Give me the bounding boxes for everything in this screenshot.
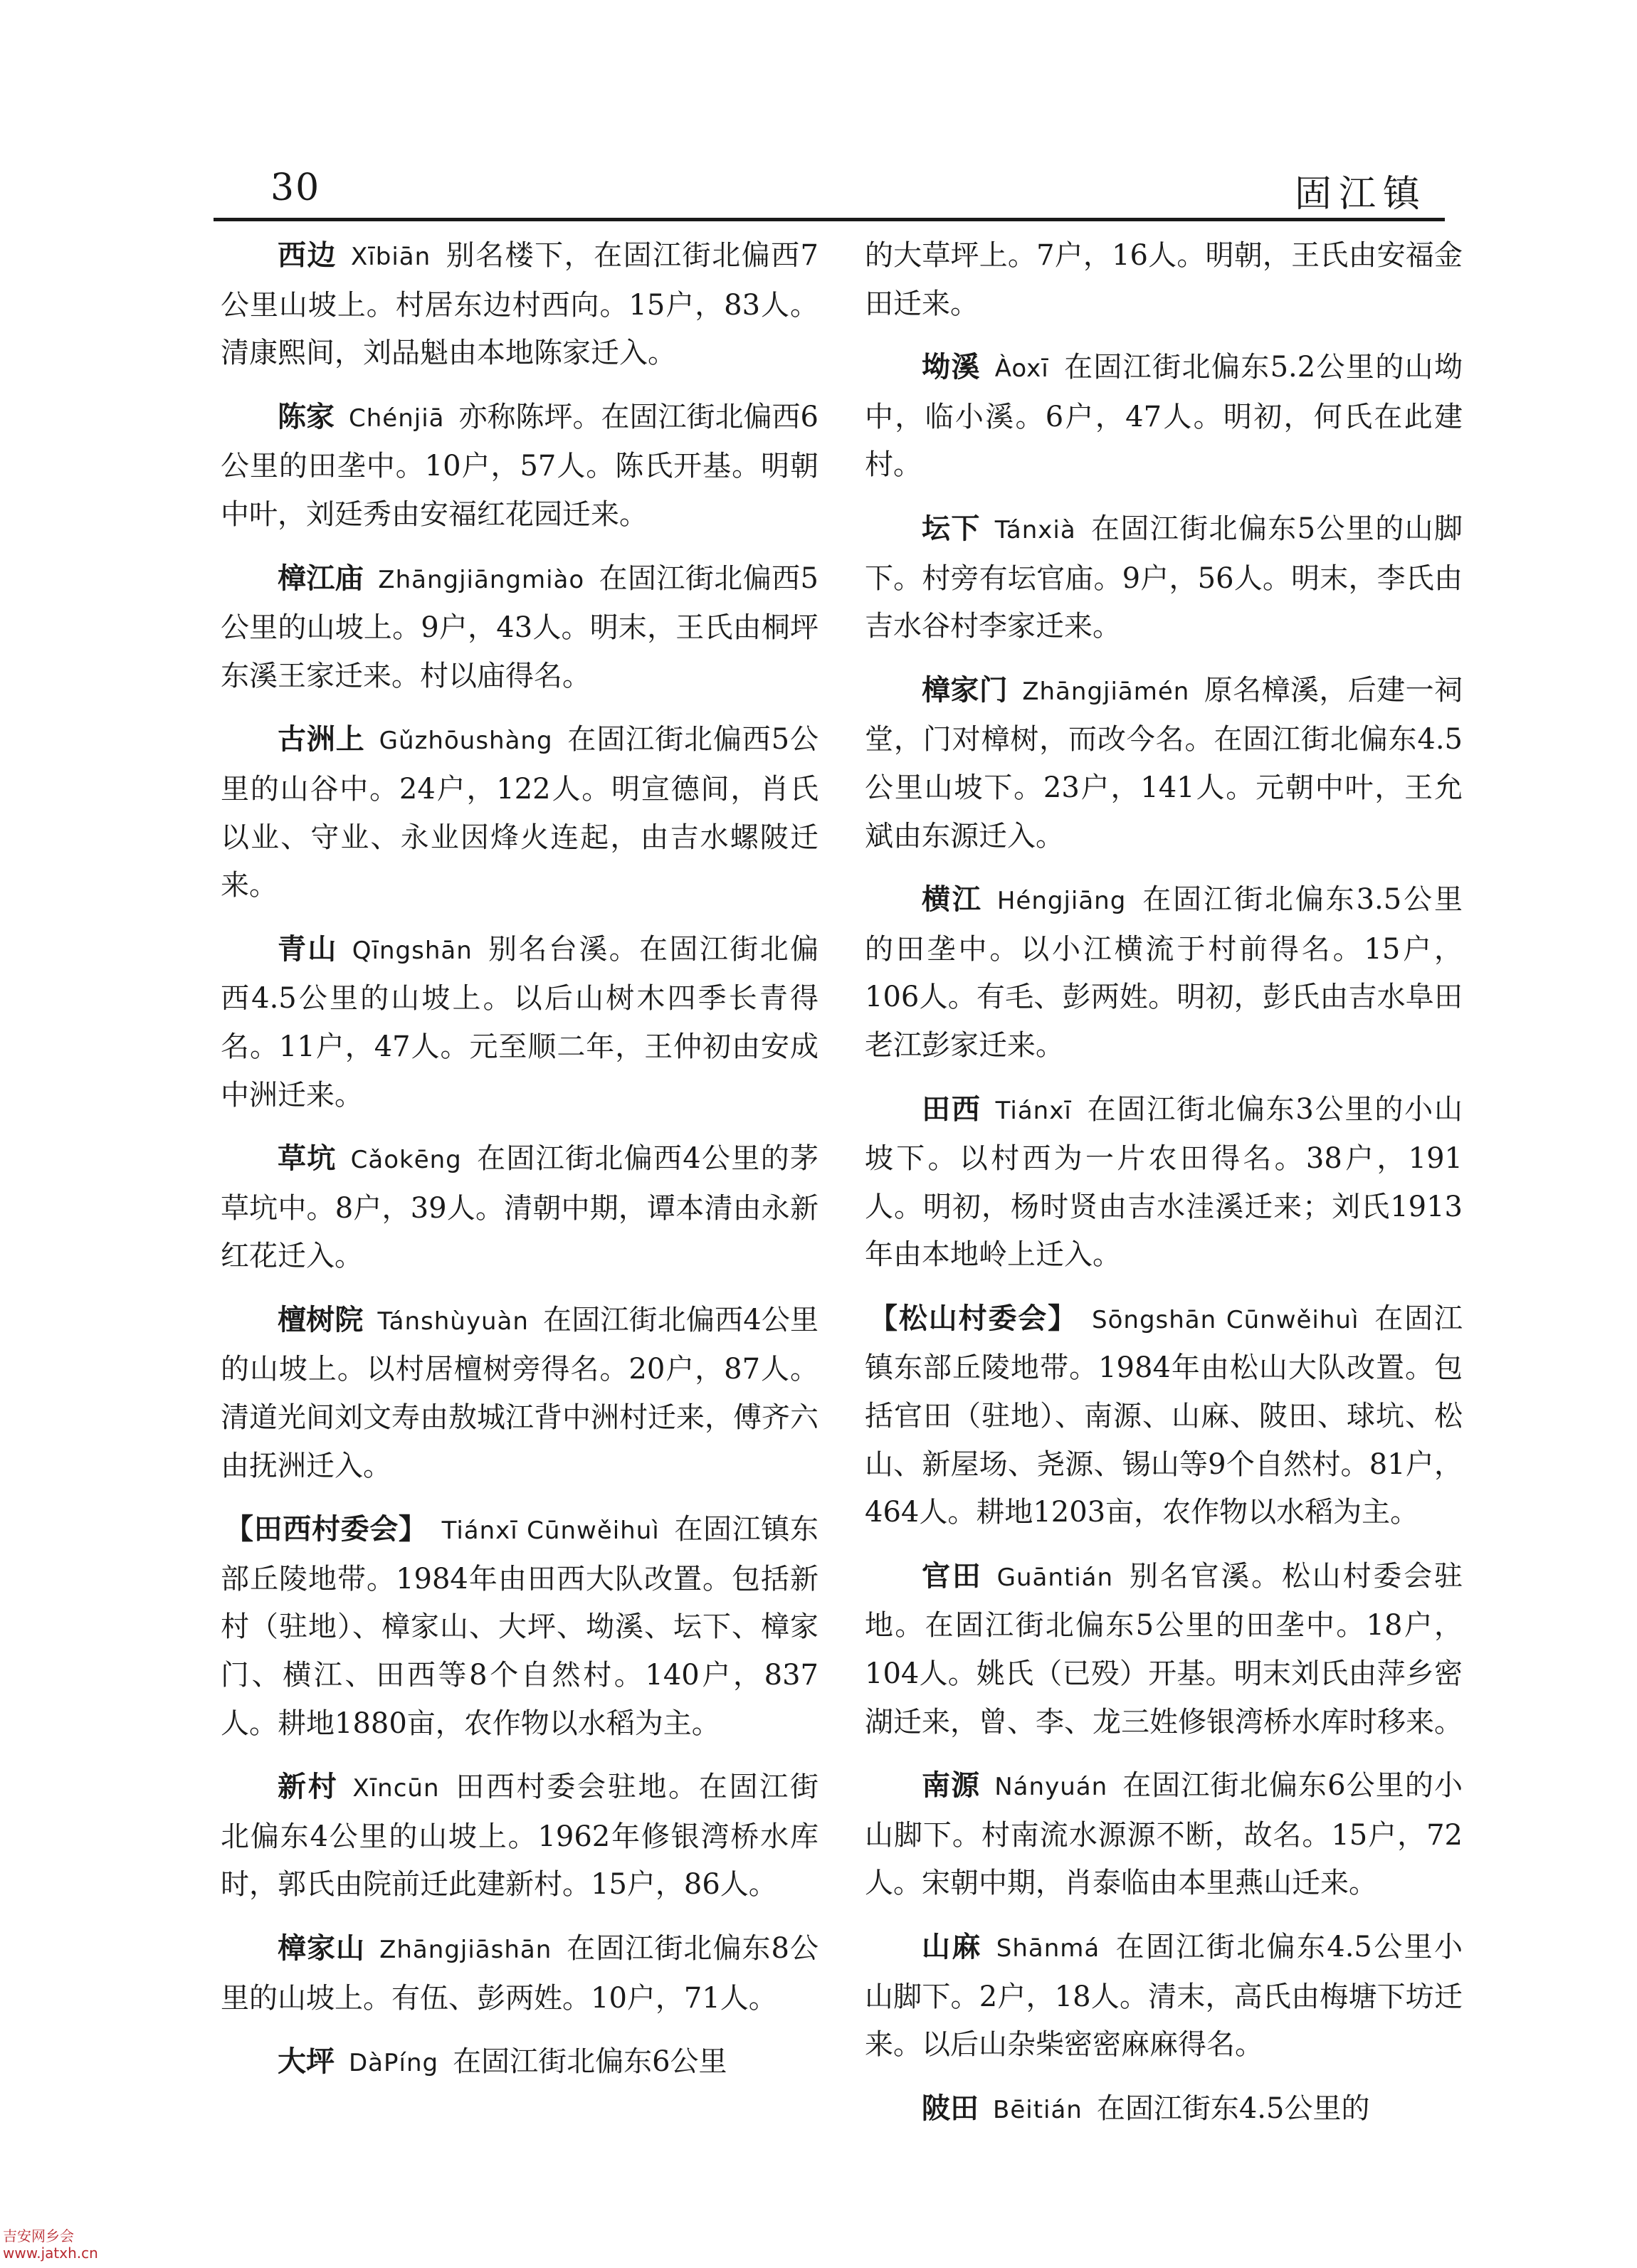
place-name: 古洲上 xyxy=(278,723,365,756)
gazetteer-entry xyxy=(221,555,818,701)
entry-text: 在固江街北偏东3.5公里的田垄中。以小江横流于村前得名。15户，106人。有毛、彭两姓。明初，彭氏由吉水阜田老江彭家迁来。 xyxy=(865,883,1463,1062)
gazetteer-entry xyxy=(865,667,1463,860)
place-name: 新村 xyxy=(278,1771,339,1804)
place-pinyin: Sōngshān Cūnwěihuì xyxy=(1092,1305,1359,1334)
entry-text: 在固江镇东部丘陵地带。1984年由松山大队改置。包括官田（驻地）、南源、山麻、陂田、球坑、松山、新屋场、尧源、锡山等9个自然村。81户，464人。耕地1203亩，农作物以水稻为主。 xyxy=(865,1302,1463,1529)
gazetteer-entry xyxy=(865,1553,1463,1746)
place-name: 檀树院 xyxy=(278,1303,364,1336)
gazetteer-entry xyxy=(865,876,1463,1070)
section-entry xyxy=(221,1506,818,1748)
place-name: 樟家门 xyxy=(922,673,1009,707)
entry-text: 在固江街北偏东6公里 xyxy=(453,2045,727,2079)
place-name: 樟江庙 xyxy=(278,561,364,595)
entry-text: 原名樟溪，后建一祠堂，门对樟树，而改今名。在固江街北偏东4.5公里山坡下。23户，141人。元朝中叶，王允斌由东源迁入。 xyxy=(865,673,1463,853)
place-pinyin: Zhāngjiāshān xyxy=(379,1936,552,1964)
place-pinyin: Cǎokēng xyxy=(350,1146,462,1175)
gazetteer-entry xyxy=(221,926,818,1119)
place-pinyin: Xīncūn xyxy=(352,1774,440,1803)
entry-text: 在固江街北偏东6公里的小山脚下。村南流水源源不断，故名。15户，72人。宋朝中期，肖泰临由本里燕山迁来。 xyxy=(865,1769,1463,1900)
place-pinyin: Shānmá xyxy=(996,1934,1100,1963)
entry-text: 在固江街北偏东4.5公里小山脚下。2户，18人。清末，高氏由梅塘下坊迁来。以后山杂柴密密麻麻得名。 xyxy=(865,1931,1463,2062)
entry-text: 在固江街北偏东5公里的山脚下。村旁有坛官庙。9户，56人。明末，李氏由吉水谷村李家迁来。 xyxy=(865,512,1463,643)
right-column xyxy=(865,232,1463,2150)
entry-text: 在固江街北偏东8公里的山坡上。有伍、彭两姓。10户，71人。 xyxy=(221,1932,818,2015)
place-pinyin: Bēitián xyxy=(993,2095,1083,2124)
place-name: 山麻 xyxy=(922,1931,982,1963)
entry-text: 别名台溪。在固江街北偏西4.5公里的山坡上。以后山树木四季长青得名。11户，47人。元至顺二年，王仲初由安成中洲迁来。 xyxy=(221,932,819,1112)
section-entry xyxy=(865,1295,1463,1537)
place-name: 田西 xyxy=(922,1092,981,1126)
place-name: 大坪 xyxy=(278,2045,335,2079)
page-header xyxy=(214,158,1445,222)
entry-text: 在固江街北偏东5.2公里的山坳中，临小溪。6户，47人。明初，何氏在此建村。 xyxy=(865,351,1463,482)
place-pinyin: Chénjiā xyxy=(349,404,445,433)
place-pinyin: Qīngshān xyxy=(352,936,473,965)
gazetteer-entry xyxy=(221,716,818,909)
gazetteer-entry xyxy=(865,344,1463,490)
entry-text: 在固江街北偏西5公里的山谷中。24户，122人。明宣德间，肖氏以业、守业、永业因烽火连起，由吉水螺陂迁来。 xyxy=(221,723,818,902)
place-name: 南源 xyxy=(922,1769,981,1803)
entry-text: 在固江街北偏东3公里的小山坡下。以村西为一片农田得名。38户，191人。明初，杨时贤由吉水洼溪迁来；刘氏1913年由本地岭上迁入。 xyxy=(865,1092,1463,1272)
gazetteer-entry xyxy=(221,1925,818,2022)
entry-text: 在固江街北偏西5公里的山坡上。9户，43人。明末，王氏由桐坪东溪王家迁来。村以庙得名。 xyxy=(221,561,819,692)
left-column xyxy=(221,232,818,2104)
place-pinyin: Zhāngjiāngmiào xyxy=(378,565,585,594)
place-pinyin: Xībiān xyxy=(351,243,431,271)
gazetteer-entry xyxy=(865,1762,1463,1908)
site-watermark xyxy=(3,2227,98,2262)
place-pinyin: Nányuán xyxy=(994,1773,1108,1802)
place-name: 樟家山 xyxy=(278,1932,366,1965)
place-pinyin: Tánshùyuàn xyxy=(377,1307,529,1336)
place-pinyin: Gǔzhōushàng xyxy=(379,727,553,756)
entry-text: 在固江街北偏西4公里的山坡上。以村居檀树旁得名。20户，87人。清道光间刘文寿由敖城江背中洲村迁来，傅齐六由抚洲迁入。 xyxy=(221,1303,818,1482)
place-pinyin: Héngjiāng xyxy=(996,887,1127,916)
running-title: 固江镇 xyxy=(1294,173,1427,216)
entry-text: 在固江镇东部丘陵地带。1984年由田西大队改置。包括新村（驻地）、樟家山、大坪、坳溪、坛下、樟家门、横江、田西等8个自然村。140户，837人。耕地1880亩，农作物以水稻为主。 xyxy=(221,1513,819,1740)
place-name: 坳溪 xyxy=(922,351,981,384)
place-pinyin: Tánxià xyxy=(994,515,1076,544)
place-name: 草坑 xyxy=(278,1142,337,1176)
place-pinyin: Zhāngjiāmén xyxy=(1022,677,1190,706)
gazetteer-entry xyxy=(221,1135,818,1281)
place-name: 陈家 xyxy=(278,400,335,433)
entry-text: 田西村委会驻地。在固江街北偏东4公里的山坡上。1962年修银湾桥水库时，郭氏由院前迁此建新村。15户，86人。 xyxy=(221,1771,819,1902)
header-rule xyxy=(214,218,1445,221)
place-name: 【田西村委会】 xyxy=(225,1513,428,1546)
gazetteer-entry xyxy=(221,1297,818,1490)
entry-text: 在固江街北偏西4公里的茅草坑中。8户，39人。清朝中期，谭本清由永新红花迁入。 xyxy=(221,1142,819,1273)
entry-continuation xyxy=(865,232,1463,328)
entry-text: 别名官溪。松山村委会驻地。在固江街北偏东5公里的田垄中。18户，104人。姚氏（已殁）开基。明末刘氏由萍乡密湖迁来，曾、李、龙三姓修银湾桥水库时移来。 xyxy=(865,1559,1463,1739)
place-name: 西边 xyxy=(278,239,337,272)
place-pinyin: DàPíng xyxy=(349,2049,439,2078)
place-name: 【松山村委会】 xyxy=(869,1302,1078,1335)
watermark-title: 吉安网乡会 xyxy=(3,2227,74,2245)
place-name: 青山 xyxy=(278,932,338,966)
place-pinyin: Tiánxī Cūnwěihuì xyxy=(441,1517,660,1546)
gazetteer-entry xyxy=(865,1086,1463,1280)
gazetteer-entry xyxy=(221,394,818,539)
gazetteer-entry xyxy=(221,232,818,378)
place-pinyin: Guāntián xyxy=(996,1563,1114,1592)
place-pinyin: Àoxī xyxy=(994,354,1049,384)
gazetteer-entry xyxy=(865,505,1463,651)
watermark-url: www.jatxh.cn xyxy=(3,2245,98,2262)
place-name: 坛下 xyxy=(922,512,981,545)
place-name: 陂田 xyxy=(922,2092,979,2125)
entry-text: 别名楼下，在固江街北偏西7公里山坡上。村居东边村西向。15户，83人。清康熙间，刘品魁由本地陈家迁入。 xyxy=(221,239,819,370)
entry-text: 的大草坪上。7户，16人。明朝，王氏由安福金田迁来。 xyxy=(865,239,1463,320)
entry-text: 亦称陈坪。在固江街北偏西6公里的田垄中。10户，57人。陈氏开基。明朝中叶，刘廷秀由安福红花园迁来。 xyxy=(221,400,819,531)
place-name: 官田 xyxy=(922,1559,983,1593)
place-pinyin: Tiánxī xyxy=(995,1096,1072,1125)
place-name: 横江 xyxy=(922,883,983,917)
gazetteer-entry xyxy=(865,2085,1463,2135)
entry-text: 在固江街东4.5公里的 xyxy=(1096,2092,1370,2125)
gazetteer-entry xyxy=(865,1924,1463,2069)
page-number: 30 xyxy=(270,167,321,209)
gazetteer-entry xyxy=(221,2038,818,2088)
gazetteer-entry xyxy=(221,1763,818,1909)
